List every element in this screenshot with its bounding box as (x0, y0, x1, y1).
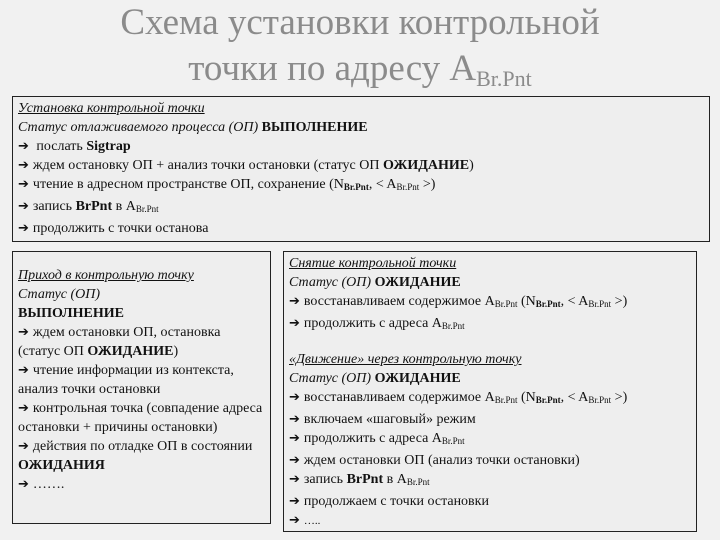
arrow-icon: ➔ (289, 431, 300, 446)
arrow-icon: ➔ (18, 477, 29, 492)
arrow-icon: ➔ (18, 363, 29, 378)
title-line-2-text: точки по адресу A (188, 48, 477, 89)
arrival-status-value: ВЫПОЛНЕНИЕ (18, 306, 124, 321)
move-line-3: ➔ продолжить с адреса $A_{Br.Pnt}$ (289, 431, 465, 446)
arrival-line-5: ➔ ……. (18, 477, 65, 492)
move-line-6: ➔ продолжаем с точки остановки (289, 494, 489, 509)
arrow-icon: ➔ (289, 472, 300, 487)
remove-line-1: ➔ восстанавливаем содержимое $A_{Br.Pnt}$ ($N_{Br.Pnt}$, < $A_{Br.Pnt}$ >) (289, 294, 628, 309)
arrow-icon: ➔ (18, 401, 29, 416)
arrow-icon: ➔ (289, 294, 300, 309)
setup-heading: Установка контрольной точки (18, 101, 205, 116)
arrival-box (12, 251, 271, 524)
move-line-1: ➔ восстанавливаем содержимое $A_{Br.Pnt}$ ($N_{Br.Pnt}$, < $A_{Br.Pnt}$ >) (289, 390, 628, 405)
arrival-line-4: ➔ действия по отладке ОП в состоянии ОЖИДАНИЯ (18, 439, 253, 473)
arrow-icon: ➔ (289, 494, 300, 509)
setup-line-wait: ➔ ждем остановку ОП + анализ точки остановки (статус ОП ОЖИДАНИЕ) (18, 158, 474, 173)
slide-title (0, 0, 720, 102)
arrow-icon: ➔ (289, 316, 300, 331)
remove-heading: Снятие контрольной точки (289, 256, 457, 271)
arrow-icon: ➔ (18, 158, 29, 173)
setup-status: Статус отлаживаемого процесса (ОП) ВЫПОЛНЕНИЕ (18, 120, 368, 135)
arrow-icon: ➔ (289, 513, 300, 528)
remove-line-2: ➔ продолжить с адреса $A_{Br.Pnt}$ (289, 316, 465, 331)
right-box (283, 251, 697, 532)
setup-line-read: ➔ чтение в адресном пространстве ОП, сохранение ($N_{Br.Pnt}$, < $A_{Br.Pnt}$ >) (18, 177, 436, 192)
arrival-status-line: Статус (ОП) (18, 287, 101, 302)
arrival-heading: Приход в контрольную точку (18, 268, 194, 283)
arrow-icon: ➔ (18, 139, 29, 154)
move-status: Статус (ОП) ОЖИДАНИЕ (289, 371, 461, 386)
arrow-icon: ➔ (289, 390, 300, 405)
title-line-1: Схема установки контрольной (120, 2, 600, 43)
setup-line-continue: ➔ продолжить с точки останова (18, 221, 209, 236)
title-line-2-subscript: Br.Pnt (476, 66, 532, 91)
arrow-icon: ➔ (18, 325, 29, 340)
arrow-icon: ➔ (18, 221, 29, 236)
setup-line-write: ➔ запись BrPnt в $A_{Br.Pnt}$ (18, 199, 159, 214)
arrow-icon: ➔ (18, 199, 29, 214)
move-line-4: ➔ ждем остановки ОП (анализ точки остановки) (289, 453, 580, 468)
arrow-icon: ➔ (18, 177, 29, 192)
remove-status: Статус (ОП) ОЖИДАНИЕ (289, 275, 461, 290)
arrival-line-2: ➔ чтение информации из контекста, анализ точки остановки (18, 363, 234, 397)
setup-breakpoint-box (12, 96, 710, 242)
arrival-line-1: ➔ ждем остановки ОП, остановка (статус ОП ОЖИДАНИЕ) (18, 325, 221, 359)
move-line-5: ➔ запись BrPnt в $A_{Br.Pnt}$ (289, 472, 430, 487)
arrow-icon: ➔ (289, 412, 300, 427)
arrow-icon: ➔ (18, 439, 29, 454)
title-line-2 (0, 46, 720, 102)
arrow-icon: ➔ (289, 453, 300, 468)
move-heading: «Движение» через контрольную точку (289, 352, 522, 367)
arrival-line-3: ➔ контрольная точка (совпадение адреса остановки + причины остановки) (18, 401, 263, 435)
move-line-7: ➔ ….. (289, 513, 321, 528)
setup-line-send: ➔ послать Sigtrap (18, 139, 131, 154)
move-line-2: ➔ включаем «шаговый» режим (289, 412, 476, 427)
